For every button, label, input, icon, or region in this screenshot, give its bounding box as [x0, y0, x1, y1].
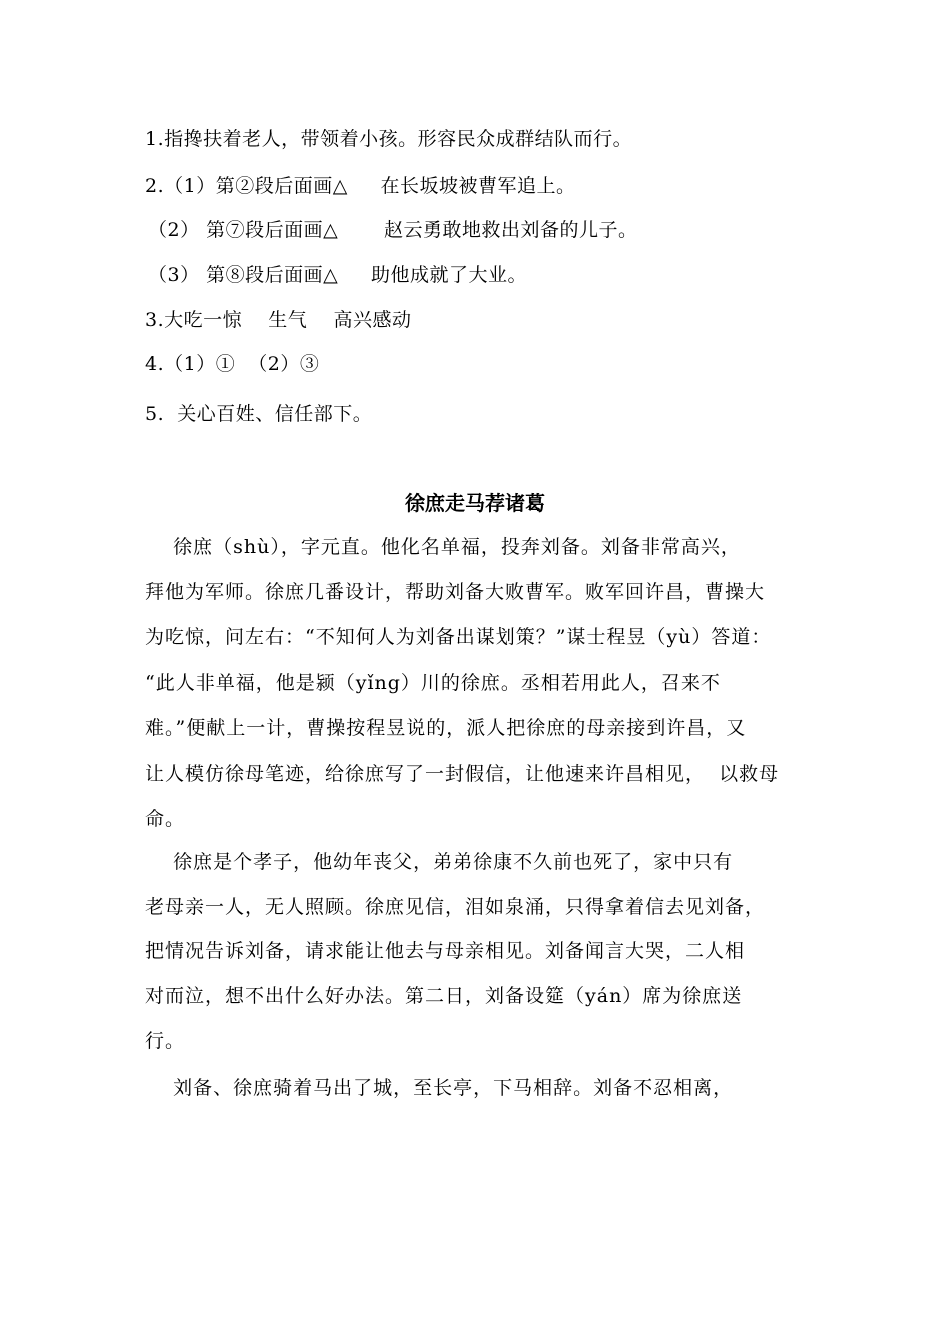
answer-5: 5. 关心百姓、信任部下。 [145, 403, 373, 425]
story-line: 行。 [145, 1030, 186, 1052]
story-line: 徐庶是个孝子，他幼年丧父，弟弟徐康不久前也死了，家中只有 [145, 851, 734, 873]
story-line: 为吃惊，问左右：“不知何人为刘备出谋划策？”谋士程昱（yù）答道： [145, 626, 772, 648]
answer-3: 3.大吃一惊 生气 高兴感动 [145, 309, 412, 331]
answer-1: 1.指搀扶着老人，带领着小孩。形容民众成群结队而行。 [145, 128, 633, 150]
story-line: 刘备、徐庶骑着马出了城，至长亭，下马相辞。刘备不忍相离， [145, 1077, 734, 1099]
story-line: 把情况告诉刘备，请求能让他去与母亲相见。刘备闻言大哭，二人相 [145, 940, 746, 962]
answer-2-3: （3） 第⑧段后面画△ 助他成就了大业。 [148, 264, 527, 286]
story-line: “此人非单福，他是颍（yǐng）川的徐庶。丞相若用此人，召来不 [145, 672, 721, 694]
answer-2-1: 2.（1）第②段后面画△ 在长坂坡被曹军追上。 [145, 175, 576, 197]
answer-4: 4.（1）① （2）③ [145, 353, 320, 375]
story-line: 让人模仿徐母笔迹，给徐庶写了一封假信，让他速来许昌相见， 以救母 [145, 763, 780, 785]
story-line: 徐庶（shù），字元直。他化名单福，投奔刘备。刘备非常高兴， [145, 536, 741, 558]
story-line: 拜他为军师。徐庶几番设计，帮助刘备大败曹军。败军回许昌，曹操大 [145, 581, 766, 603]
story-title: 徐庶走马荐诸葛 [405, 491, 545, 515]
story-line: 老母亲一人，无人照顾。徐庶见信，泪如泉涌，只得拿着信去见刘备， [145, 896, 766, 918]
answer-2-2: （2） 第⑦段后面画△ 赵云勇敢地救出刘备的儿子。 [148, 219, 638, 241]
story-line: 命。 [145, 808, 186, 830]
story-line: 对而泣，想不出什么好办法。第二日，刘备设筵（yán）席为徐庶送 [145, 985, 743, 1007]
story-line: 难。”便献上一计，曹操按程昱说的，派人把徐庶的母亲接到许昌，又 [145, 717, 747, 739]
